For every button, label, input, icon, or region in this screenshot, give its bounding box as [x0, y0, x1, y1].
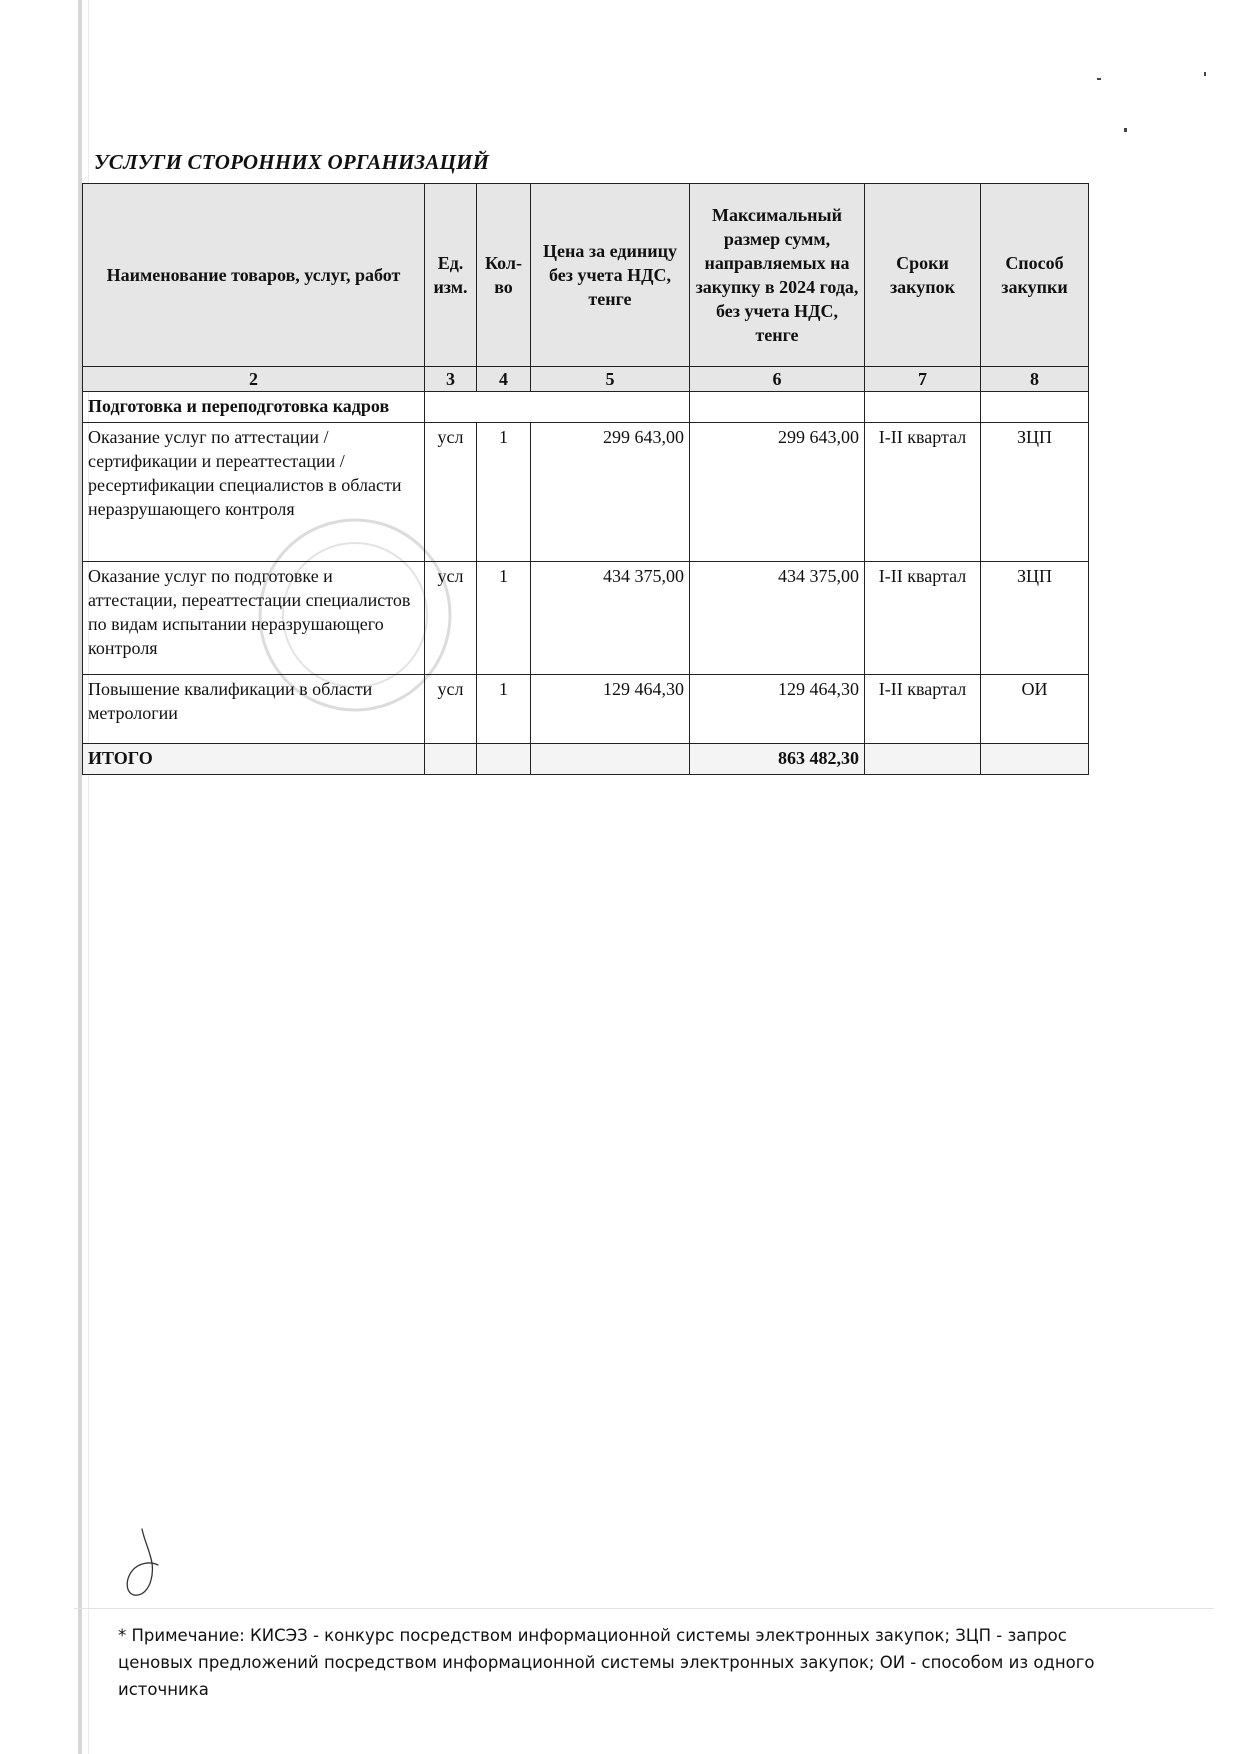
- column-number: 8: [981, 367, 1089, 392]
- empty-cell: [981, 744, 1089, 775]
- item-unit-price: 299 643,00: [531, 423, 690, 562]
- item-unit: усл: [425, 562, 477, 675]
- group-row: [83, 392, 1089, 423]
- handwritten-signature: [120, 1525, 190, 1600]
- header-cell-name: Наименование товаров, услуг, работ: [83, 184, 425, 367]
- item-name: Оказание услуг по подготовке и аттестации, переаттестации специалистов по видам испытании неразрушающего контроля: [83, 562, 425, 675]
- empty-cell: [981, 392, 1089, 423]
- item-unit-price: 434 375,00: [531, 562, 690, 675]
- table-row: [83, 423, 1089, 562]
- scan-speck: [1124, 128, 1127, 132]
- scan-speck: [1097, 78, 1101, 80]
- empty-cell: [865, 392, 981, 423]
- column-number-row: [83, 367, 1089, 392]
- item-qty: 1: [477, 423, 531, 562]
- total-sum: 863 482,30: [690, 744, 865, 775]
- group-title: Подготовка и переподготовка кадров: [83, 392, 425, 423]
- total-row: [83, 744, 1089, 775]
- item-period: I-II квартал: [865, 423, 981, 562]
- header-cell-unit: Ед. изм.: [425, 184, 477, 367]
- item-period: I-II квартал: [865, 562, 981, 675]
- total-label: ИТОГО: [83, 744, 425, 775]
- empty-cell: [425, 392, 690, 423]
- table-row: [83, 562, 1089, 675]
- item-method: ЗЦП: [981, 423, 1089, 562]
- column-number: 6: [690, 367, 865, 392]
- procurement-table: [82, 183, 1089, 775]
- header-row: [83, 184, 1089, 367]
- empty-cell: [531, 744, 690, 775]
- column-number: 4: [477, 367, 531, 392]
- column-number: 5: [531, 367, 690, 392]
- empty-cell: [425, 744, 477, 775]
- item-method: ОИ: [981, 675, 1089, 744]
- item-unit-price: 129 464,30: [531, 675, 690, 744]
- item-max-sum: 434 375,00: [690, 562, 865, 675]
- header-cell-unit-price: Цена за единицу без учета НДС, тенге: [531, 184, 690, 367]
- table-row: [83, 675, 1089, 744]
- item-max-sum: 129 464,30: [690, 675, 865, 744]
- section-title: УСЛУГИ СТОРОННИХ ОРГАНИЗАЦИЙ: [94, 150, 490, 174]
- item-name: Повышение квалификации в области метрологии: [83, 675, 425, 744]
- scan-speck: [1204, 72, 1206, 76]
- footnote-divider: [74, 1608, 1214, 1609]
- item-qty: 1: [477, 675, 531, 744]
- item-method: ЗЦП: [981, 562, 1089, 675]
- item-unit: усл: [425, 675, 477, 744]
- column-number: 2: [83, 367, 425, 392]
- item-unit: усл: [425, 423, 477, 562]
- item-max-sum: 299 643,00: [690, 423, 865, 562]
- header-cell-method: Способ закупки: [981, 184, 1089, 367]
- item-period: I-II квартал: [865, 675, 981, 744]
- header-cell-qty: Кол-во: [477, 184, 531, 367]
- empty-cell: [477, 744, 531, 775]
- empty-cell: [690, 392, 865, 423]
- header-cell-period: Сроки закупок: [865, 184, 981, 367]
- header-cell-max-sum: Максимальный размер сумм, направляемых на закупку в 2024 года, без учета НДС, тенге: [690, 184, 865, 367]
- item-qty: 1: [477, 562, 531, 675]
- item-name: Оказание услуг по аттестации /сертификации и переаттестации /ресертификации специалистов в области неразрушающего контроля: [83, 423, 425, 562]
- column-number: 3: [425, 367, 477, 392]
- footnote: * Примечание: КИСЭЗ - конкурс посредством информационной системы электронных закупок; ЗЦП - запрос ценовых предложений посредством информационной системы электронных закупок; ОИ - способом из одного источника: [118, 1626, 1095, 1699]
- column-number: 7: [865, 367, 981, 392]
- empty-cell: [865, 744, 981, 775]
